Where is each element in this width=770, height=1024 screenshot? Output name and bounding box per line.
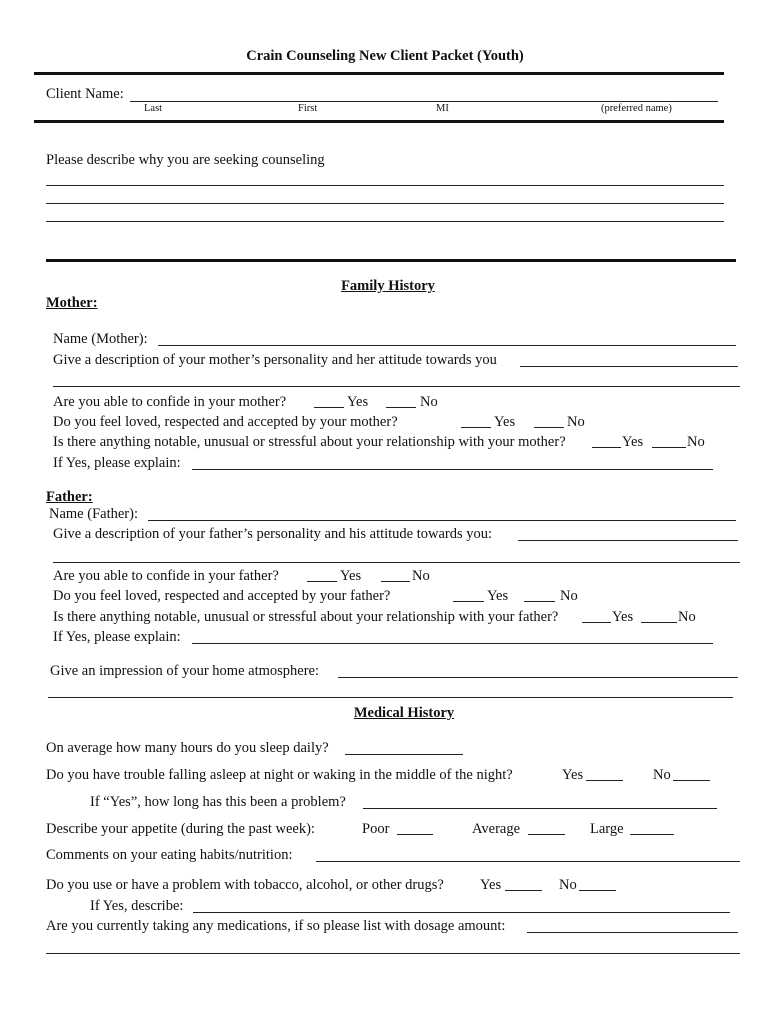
mother-loved-no-blank[interactable] (534, 427, 564, 428)
drugs-label: Do you use or have a problem with tobacco, alcohol, or other drugs? (46, 877, 444, 893)
father-explain-label: If Yes, please explain: (53, 629, 181, 645)
mother-confide-label: Are you able to confide in your mother? (53, 394, 287, 410)
father-notable-no-blank[interactable] (641, 622, 677, 623)
client-mi-caption: MI (436, 103, 449, 114)
father-describe-label: Give a description of your father’s personality and his attitude towards you: (53, 526, 493, 542)
family-history-heading: Family History (341, 278, 435, 294)
mother-describe-field[interactable] (520, 366, 738, 367)
trouble-sleep-no-blank[interactable] (673, 780, 710, 781)
father-describe-line-2[interactable] (53, 562, 740, 563)
father-confide-no-blank[interactable] (381, 581, 410, 582)
reason-line-1[interactable] (46, 185, 724, 186)
medications-label: Are you currently taking any medications, if so please list with dosage amount: (46, 918, 506, 934)
mother-describe-label: Give a description of your mother’s personality and her attitude towards you (53, 352, 497, 368)
client-preferred-caption: (preferred name) (601, 103, 672, 114)
mother-explain-field[interactable] (192, 469, 713, 470)
appetite-poor-blank[interactable] (397, 834, 433, 835)
eating-label: Comments on your eating habits/nutrition: (46, 847, 293, 863)
father-heading: Father: (46, 489, 93, 505)
father-loved-yes: Yes (487, 588, 509, 604)
medications-field[interactable] (527, 932, 738, 933)
how-long-label: If “Yes”, how long has this been a problem? (90, 794, 346, 810)
appetite-poor: Poor (362, 821, 390, 837)
home-atmosphere-label: Give an impression of your home atmosphere: (50, 663, 319, 679)
mother-confide-yes-blank[interactable] (314, 407, 344, 408)
trouble-sleep-yes: Yes (562, 767, 584, 783)
home-atmosphere-field[interactable] (338, 677, 738, 678)
mother-notable-yes: Yes (622, 434, 644, 450)
drugs-yes-blank[interactable] (505, 890, 542, 891)
father-loved-no-blank[interactable] (524, 601, 555, 602)
mother-notable-label: Is there anything notable, unusual or stressful about your relationship with your mother? (53, 434, 566, 450)
home-atmosphere-line-2[interactable] (48, 697, 733, 698)
mother-confide-no-blank[interactable] (386, 407, 416, 408)
reason-line-3[interactable] (46, 221, 724, 222)
father-notable-no: No (678, 609, 696, 625)
medical-history-heading: Medical History (353, 705, 455, 721)
client-name-field[interactable] (130, 101, 718, 102)
father-loved-yes-blank[interactable] (453, 601, 484, 602)
mother-name-label: Name (Mother): (53, 331, 148, 347)
appetite-large: Large (590, 821, 624, 837)
father-describe-field[interactable] (518, 540, 738, 541)
mother-notable-yes-blank[interactable] (592, 447, 621, 448)
mother-describe-line-2[interactable] (53, 386, 740, 387)
mother-heading: Mother: (46, 295, 98, 311)
reason-divider (46, 259, 736, 262)
trouble-sleep-label: Do you have trouble falling asleep at night or waking in the middle of the night? (46, 767, 513, 783)
mother-name-field[interactable] (158, 345, 736, 346)
reason-line-2[interactable] (46, 203, 724, 204)
eating-field[interactable] (316, 861, 740, 862)
appetite-large-blank[interactable] (630, 834, 674, 835)
father-loved-label: Do you feel loved, respected and accepted by your father? (53, 588, 391, 604)
mother-confide-no: No (420, 394, 438, 410)
drugs-describe-field[interactable] (193, 912, 730, 913)
client-divider (34, 120, 724, 123)
client-last-caption: Last (144, 103, 163, 114)
father-confide-no: No (412, 568, 430, 584)
father-notable-yes-blank[interactable] (582, 622, 611, 623)
father-loved-no: No (560, 588, 578, 604)
mother-notable-no: No (687, 434, 705, 450)
drugs-no-blank[interactable] (579, 890, 616, 891)
mother-loved-yes: Yes (494, 414, 516, 430)
drugs-yes: Yes (480, 877, 502, 893)
medications-line-2[interactable] (46, 953, 740, 954)
appetite-label: Describe your appetite (during the past week): (46, 821, 315, 837)
trouble-sleep-no: No (653, 767, 671, 783)
mother-notable-no-blank[interactable] (652, 447, 686, 448)
title-divider (34, 72, 724, 75)
trouble-sleep-yes-blank[interactable] (586, 780, 623, 781)
mother-loved-no: No (567, 414, 585, 430)
appetite-average: Average (472, 821, 521, 837)
drugs-no: No (559, 877, 577, 893)
mother-loved-label: Do you feel loved, respected and accepted by your mother? (53, 414, 398, 430)
father-name-field[interactable] (148, 520, 736, 521)
father-confide-label: Are you able to confide in your father? (53, 568, 279, 584)
father-confide-yes: Yes (340, 568, 362, 584)
father-explain-field[interactable] (192, 643, 713, 644)
mother-explain-label: If Yes, please explain: (53, 455, 181, 471)
page-title: Crain Counseling New Client Packet (Youth) (246, 48, 524, 64)
sleep-hours-label: On average how many hours do you sleep daily? (46, 740, 329, 756)
client-name-label: Client Name: (46, 86, 124, 102)
mother-loved-yes-blank[interactable] (461, 427, 491, 428)
drugs-describe-label: If Yes, describe: (90, 898, 184, 914)
reason-label: Please describe why you are seeking counseling (46, 152, 325, 168)
appetite-average-blank[interactable] (528, 834, 565, 835)
mother-confide-yes: Yes (347, 394, 369, 410)
father-notable-label: Is there anything notable, unusual or stressful about your relationship with your father? (53, 609, 559, 625)
client-first-caption: First (298, 103, 318, 114)
father-name-label: Name (Father): (49, 506, 138, 522)
sleep-hours-field[interactable] (345, 754, 463, 755)
how-long-field[interactable] (363, 808, 717, 809)
father-confide-yes-blank[interactable] (307, 581, 337, 582)
father-notable-yes: Yes (612, 609, 634, 625)
